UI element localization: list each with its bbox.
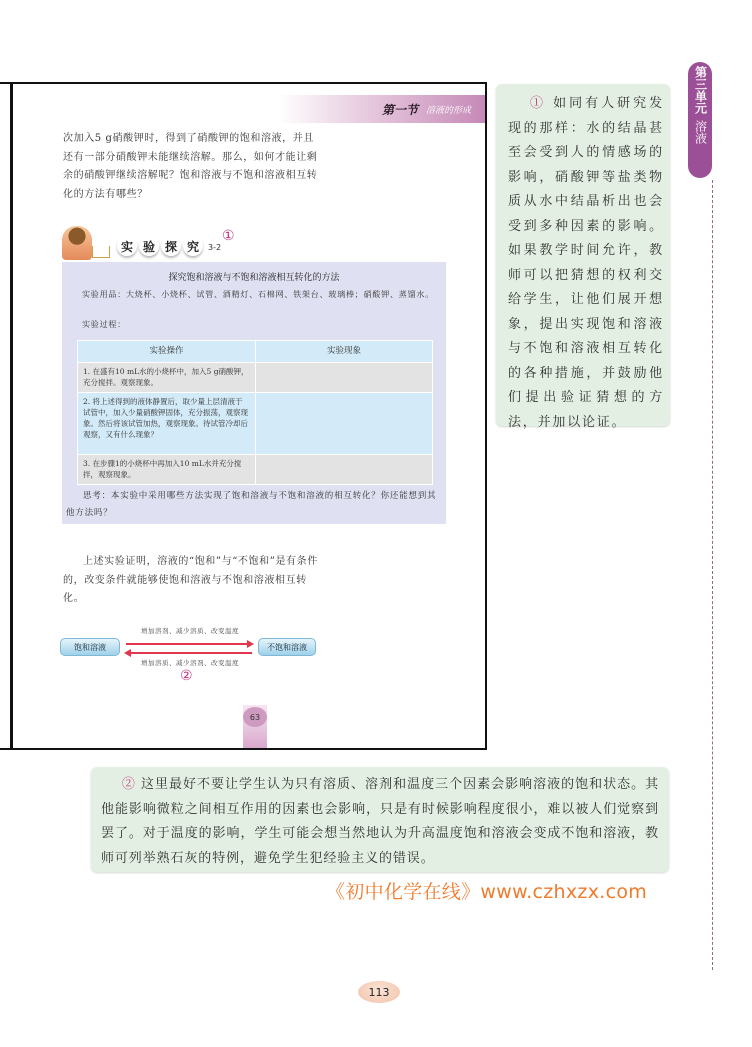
operation-cell: 3. 在步骤1的小烧杯中再加入10 mL水并充分搅拌，观察现象。 (78, 455, 256, 485)
badge-char: 探 (161, 236, 181, 256)
badge-char: 究 (183, 236, 203, 256)
note-marker-1: ① (222, 228, 235, 244)
experiment-box (62, 262, 446, 524)
section-number: 第一节 (381, 102, 418, 117)
note-marker-2: ② (180, 668, 193, 684)
side-note-marker: ① (528, 96, 547, 111)
section-title: 溶液的形成 (425, 105, 471, 116)
forward-arrow-icon (126, 643, 252, 645)
phenomenon-cell (256, 363, 433, 393)
experiment-table (77, 340, 433, 485)
bottom-note-2 (91, 767, 669, 872)
conclusion-paragraph: 上述实验证明，溶液的“饱和”与“不饱和”是有条件的，改变条件就能够使饱和溶液与不饱和溶液相互转化。 (63, 556, 318, 604)
operation-cell: 1. 在盛有10 mL水的小烧杯中，加入5 g硝酸钾，充分搅拌。观察现象。 (78, 363, 256, 393)
page-frame-bottom-border (0, 748, 487, 750)
girl-illustration-icon (62, 226, 92, 260)
phenomenon-cell (256, 393, 433, 455)
page-number: 113 (358, 981, 400, 1003)
side-note-text: 如同有人研究发现的那样：水的结晶甚至会受到人的情感场的影响，硝酸钾等盐类物质从水中结晶析出也会受到多种因素的影响。如果教学时间允许，教师可以把猜想的权利交给学生，让他们展开想象，提出实现饱和溶液与不饱和溶液相互转化的各种措施，并鼓励他们提出验证猜想的方法，并加以论证。 (508, 96, 664, 430)
backward-arrow-icon (126, 652, 252, 654)
table-row (78, 455, 433, 485)
experiment-materials: 实验用品：大烧杯、小烧杯、试管、酒精灯、石棉网、铁架台、玻璃棒；硝酸钾、蒸馏水。 (82, 290, 434, 299)
test-tube-rack-icon (92, 246, 110, 258)
operation-cell: 2. 将上述得到的液体静置后，取少量上层清液于试管中，加入少量硝酸钾固体，充分振荡，观察现象。然后将该试管加热，观察现象。待试管冷却后观察，又有什么现象？ (78, 393, 256, 455)
badge-char: 实 (117, 236, 137, 256)
chapter-unit: 第三单元 (693, 66, 708, 114)
experiment-badge (117, 236, 221, 256)
intro-paragraph: 次加入5 g硝酸钾时，得到了硝酸钾的饱和溶液，并且还有一部分硝酸钾未能继续溶解。那么，如何才能让剩余的硝酸钾继续溶解呢？饱和溶液与不饱和溶液相互转化的方法有哪些？ (63, 133, 318, 200)
experiment-process-label: 实验过程： (82, 320, 126, 329)
side-note-1 (496, 84, 670, 430)
student-page-number: 63 (243, 707, 267, 727)
table-row (78, 363, 433, 393)
margin-dashed-line (712, 180, 713, 970)
section-header (278, 95, 485, 123)
phenomenon-cell (256, 455, 433, 485)
experiment-number: 3-2 (208, 243, 222, 252)
table-header-operation: 实验操作 (78, 341, 256, 363)
experiment-thinking: 思考：本实验中采用哪些方法实现了饱和溶液与不饱和溶液的相互转化？你还能想到其他方法吗？ (66, 491, 437, 518)
bottom-note-marker: ② (121, 777, 136, 792)
saturated-solution-box: 饱和溶液 (60, 638, 120, 656)
chapter-tab (688, 62, 712, 178)
unsaturated-solution-box: 不饱和溶液 (258, 638, 316, 656)
table-row (78, 393, 433, 455)
forward-arrow-label: 增加溶剂、减少溶质、改变温度 (141, 627, 239, 635)
bottom-note-text: 这里最好不要让学生认为只有溶质、溶剂和温度三个因素会影响溶液的饱和状态。其他能影响微粒之间相互作用的因素也会影响，只是有时候影响程度很小，难以被人们觉察到罢了。对于温度的影响，学生可能会想当然地认为升高温度饱和溶液会变成不饱和溶液，教师可列举熟石灰的特例，避免学生犯经验主义的错误。 (101, 777, 659, 866)
table-header-phenomenon: 实验现象 (256, 341, 433, 363)
backward-arrow-label: 增加溶质、减少溶剂、改变温度 (141, 659, 239, 667)
experiment-title: 探究饱和溶液与不饱和溶液相互转化的方法 (168, 273, 340, 283)
badge-char: 验 (139, 236, 159, 256)
watermark: 《初中化学在线》www.czhxzx.com (326, 881, 648, 903)
chapter-title: 溶液 (693, 120, 708, 144)
